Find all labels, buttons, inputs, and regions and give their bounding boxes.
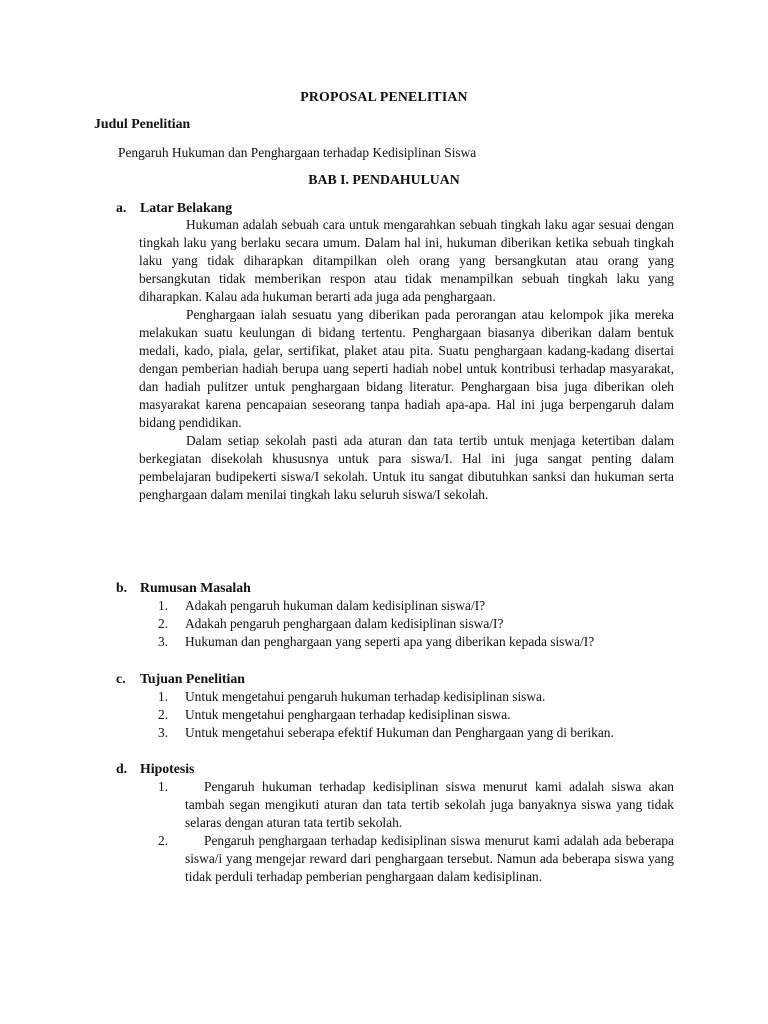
section-b-title: Rumusan Masalah <box>140 580 251 595</box>
section-d-title: Hipotesis <box>140 761 195 776</box>
paragraph-hukuman: Hukuman adalah sebuah cara untuk mengarahkan sebuah tingkah laku agar sesuai dengan tingkah laku yang berlaku secara umum. Dalam hal ini, hukuman diberikan ketika sebuah tingkah laku yang tidak diharapkan ditampilkan oleh orang yang bersangkutan atau orang yang bersangkutan tidak memberikan respon atau tidak menampilkan sebuah tingkah laku yang diharapkan. Kalau ada hukuman berarti ada juga ada penghargaan. <box>139 217 674 304</box>
section-a-heading <box>116 199 232 217</box>
research-title-text: Pengaruh Hukuman dan Penghargaan terhadap Kedisiplinan Siswa <box>118 145 477 160</box>
page-title: PROPOSAL PENELITIAN <box>300 89 468 104</box>
section-c-title: Tujuan Penelitian <box>140 671 245 686</box>
section-a-body <box>139 216 674 504</box>
list-item: 1. Pengaruh hukuman terhadap kedisiplinan siswa menurut kami adalah siswa akan tambah segan mengikuti aturan dan tata tertib sekolah juga banyaknya siswa yang tidak selaras dengan aturan tata tertib sekolah. <box>158 779 674 830</box>
section-a-title: Latar Belakang <box>140 200 233 215</box>
research-title-label: Judul Penelitian <box>94 116 191 131</box>
list-item: 2. Pengaruh penghargaan terhadap kedisiplinan siswa menurut kami adalah ada beberapa siswa/i yang mengejar reward dari penghargaan tersebut. Namun ada beberapa siswa yang tidak perduli terhadap pemberian penghargaan dalam kedisiplinan. <box>158 833 674 884</box>
hipotesis-list <box>158 778 674 886</box>
section-b-heading <box>116 579 251 597</box>
list-item: 1. Untuk mengetahui pengaruh hukuman terhadap kedisiplinan siswa. <box>158 689 546 704</box>
section-d-heading <box>116 760 194 778</box>
list-item: 2. Untuk mengetahui penghargaan terhadap kedisiplinan siswa. <box>158 707 511 722</box>
list-item: 1. Adakah pengaruh hukuman dalam kedisiplinan siswa/I? <box>158 598 486 613</box>
chapter-heading: BAB I. PENDAHULUAN <box>308 172 460 187</box>
paragraph-penghargaan: Penghargaan ialah sesuatu yang diberikan pada perorangan atau kelompok jika mereka melakukan suatu keulungan di bidang tertentu. Penghargaan biasanya diberikan dalam bentuk medali, kado, piala, gelar, sertifikat, plaket atau pita. Suatu penghargaan kadang-kadang disertai dengan pemberian hadiah berupa uang seperti hadiah nobel untuk kontribusi terhadap masyarakat, dan hadiah pulitzer untuk penghargaan bidang literatur. Penghargaan bisa juga diberikan oleh masyarakat karena pencapaian seseorang tanpa hadiah apa-apa. Hal ini juga berpengaruh dalam bidang pendidikan. <box>139 307 674 430</box>
list-item: 2. Adakah pengaruh penghargaan dalam kedisiplinan siswa/I? <box>158 616 504 631</box>
paragraph-sekolah: Dalam setiap sekolah pasti ada aturan dan tata tertib untuk menjaga ketertiban dalam berkegiatan disekolah khususnya untuk para siswa/I. Hal ini juga sangat penting dalam pembelajaran budipekerti siswa/I sekolah. Untuk itu sangat dibutuhkan sanksi dan hukuman serta penghargaan dalam menilai tingkah laku seluruh siswa/I sekolah. <box>139 433 674 502</box>
list-item: 3. Hukuman dan penghargaan yang seperti apa yang diberikan kepada siswa/I? <box>158 634 595 649</box>
section-c-letter: c. <box>116 671 126 686</box>
tujuan-list <box>158 688 674 742</box>
section-c-heading <box>116 670 245 688</box>
rumusan-list <box>158 597 674 651</box>
section-d-letter: d. <box>116 761 128 776</box>
section-a-letter: a. <box>116 200 127 215</box>
section-b-letter: b. <box>116 580 128 595</box>
list-item: 3. Untuk mengetahui seberapa efektif Hukuman dan Penghargaan yang di berikan. <box>158 725 614 740</box>
